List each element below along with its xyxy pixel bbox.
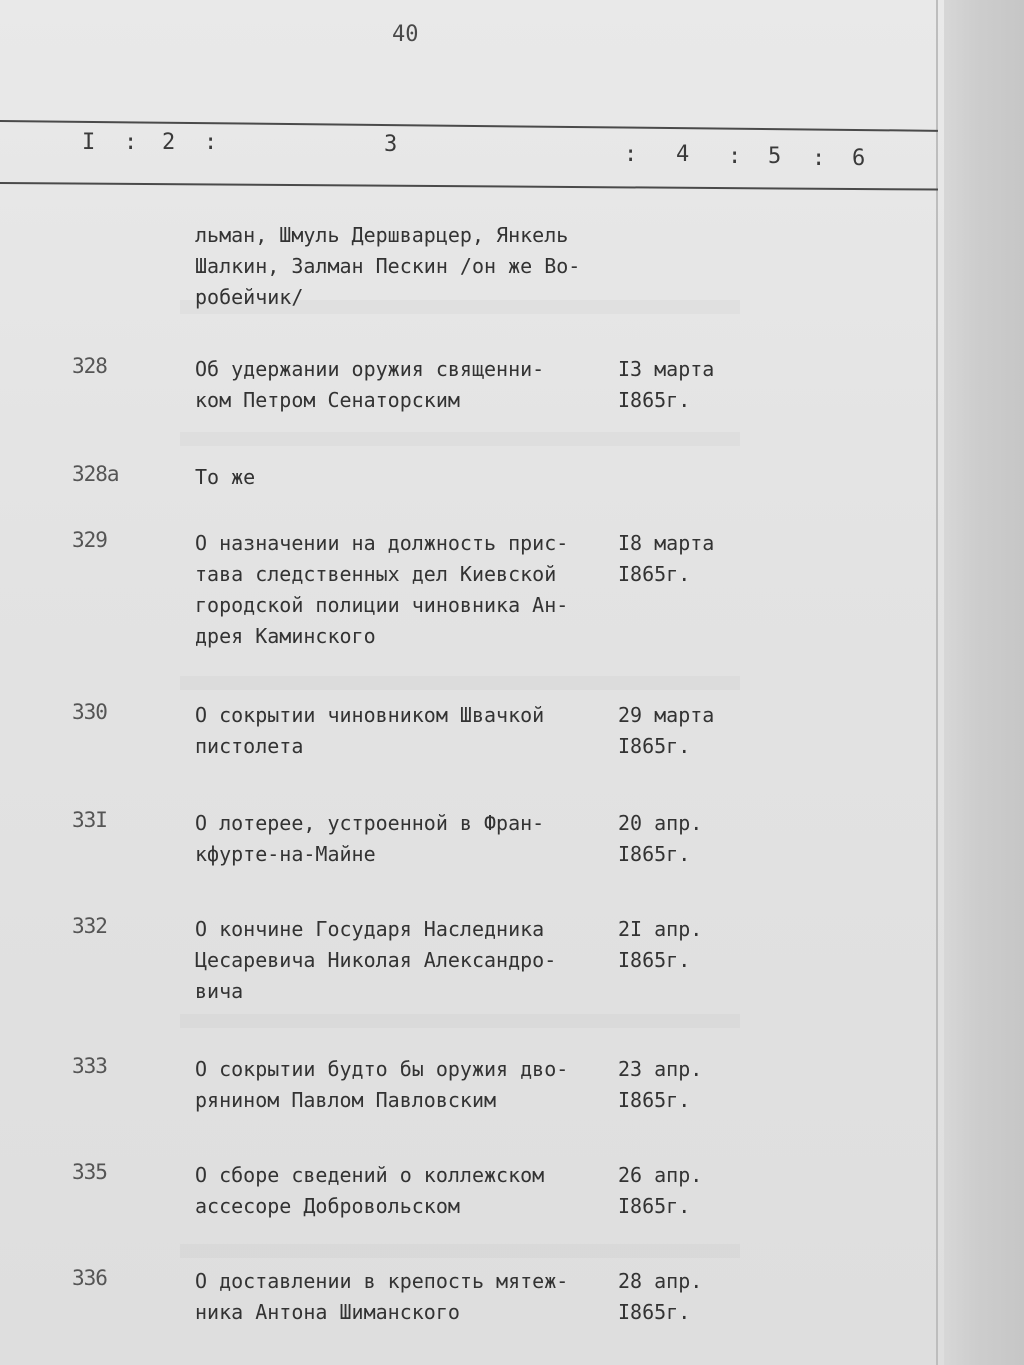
entry-date: I8 марта I865г. xyxy=(618,531,715,586)
entry-title: Об удержании оружия священни- ком Петром Сенаторским xyxy=(195,357,545,412)
entry-title: То же xyxy=(195,465,256,489)
entry-number: 328 xyxy=(72,354,107,378)
bleed-through xyxy=(180,676,740,690)
entry-title: О сокрытии будто бы оружия дво- рянином Павлом Павловским xyxy=(195,1057,569,1112)
bleed-through xyxy=(180,432,740,446)
entry-date: 2I апр. I865г. xyxy=(618,917,703,972)
page-edge-line xyxy=(936,0,938,1365)
header-col-3: 3 xyxy=(384,132,398,157)
header-col-6: 6 xyxy=(852,146,866,171)
entry-number: 335 xyxy=(72,1160,107,1184)
entry-number: 332 xyxy=(72,914,107,938)
entry-title: О сокрытии чиновником Швачкой пистолета xyxy=(195,703,545,758)
header-sep: : xyxy=(812,146,826,171)
entry-title: О доставлении в крепость мятеж- ника Антона Шиманского xyxy=(195,1269,569,1324)
entry-number: 336 xyxy=(72,1266,107,1290)
bleed-through xyxy=(180,1014,740,1028)
entry-date: 20 апр. I865г. xyxy=(618,811,703,866)
entry-date: I3 марта I865г. xyxy=(618,357,715,412)
entry-number: 330 xyxy=(72,700,107,724)
entry-number: 329 xyxy=(72,528,107,552)
entry-title: О кончине Государя Наследника Цесаревича Николая Александро- вича xyxy=(195,917,557,1003)
header-sep: : xyxy=(624,142,638,167)
entry-number: 333 xyxy=(72,1054,107,1078)
header-sep: : xyxy=(124,130,138,155)
header-sep: : xyxy=(204,130,218,155)
page-number: 40 xyxy=(392,22,419,47)
entry-title: О лотерее, устроенной в Фран- кфурте-на-Майне xyxy=(195,811,545,866)
entry-title: льман, Шмуль Дершварцер, Янкель Шалкин, Залман Пескин /он же Во- робейчик/ xyxy=(195,223,581,309)
entry-number: 33I xyxy=(72,808,107,832)
entry-title: О назначении на должность прис- тава следственных дел Киевской городской полиции чиновника Ан- дрея Каминского xyxy=(195,531,569,648)
header-col-4: 4 xyxy=(676,142,690,167)
header-col-2: 2 xyxy=(162,130,176,155)
header-sep: : xyxy=(728,144,742,169)
entry-date: 28 апр. I865г. xyxy=(618,1269,703,1324)
header-col-1: I xyxy=(82,130,96,155)
entry-date: 29 марта I865г. xyxy=(618,703,715,758)
entry-date: 23 апр. I865г. xyxy=(618,1057,703,1112)
page-edge xyxy=(944,0,1024,1365)
header-col-5: 5 xyxy=(768,144,782,169)
bleed-through xyxy=(180,1244,740,1258)
entry-title: О сборе сведений о коллежском ассесоре Добровольском xyxy=(195,1163,545,1218)
entry-number: 328а xyxy=(72,462,119,486)
entry-date: 26 апр. I865г. xyxy=(618,1163,703,1218)
